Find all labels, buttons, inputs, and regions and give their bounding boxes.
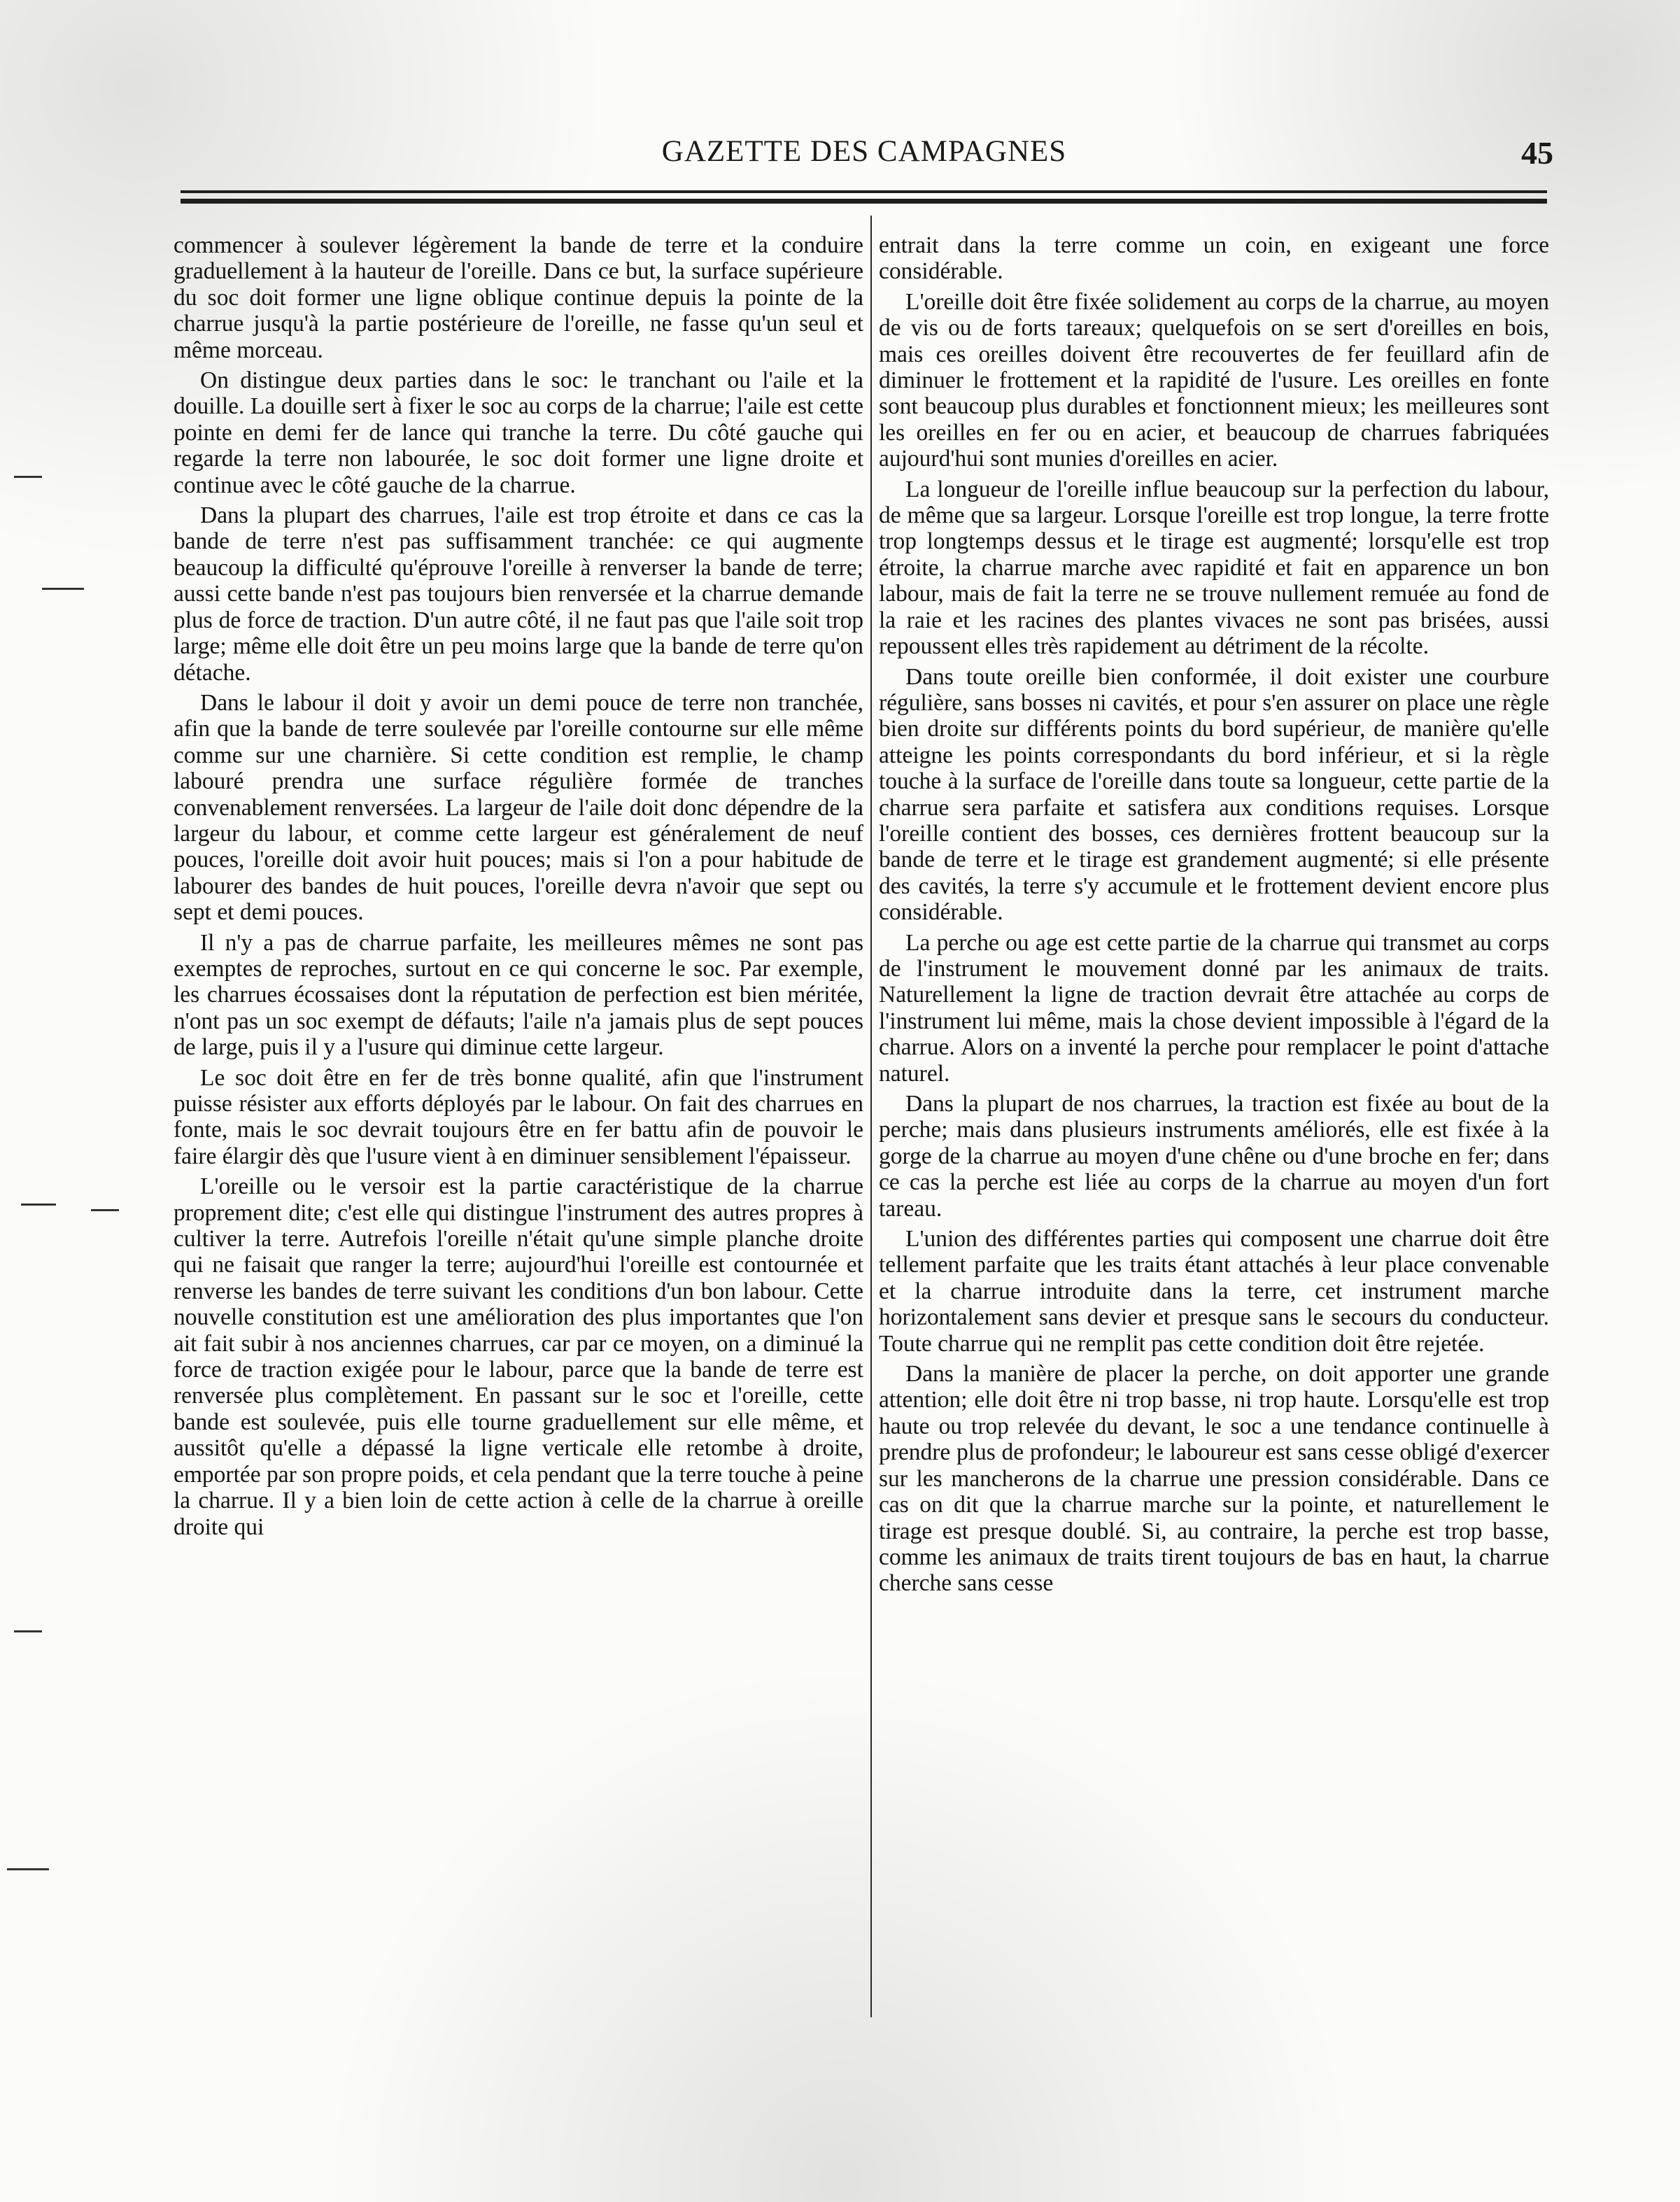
margin-mark (7, 1868, 49, 1870)
paragraph: Dans toute oreille bien conformée, il doit exister une courbure régulière, sans bosses ni cavités, et pour s'en assurer on place une règle bien droite sur différents points du bord supérieur, de manière qu'elle atteigne les points correspondants du bord inférieur, et si la règle touche à la surface de l'oreille dans toute sa longueur, cette partie de la charrue sera parfaite et satisfera aux conditions requises. Lorsque l'oreille contient des bosses, ces dernières frottent beaucoup sur la bande de terre et le tirage est grandement augmenté; si elle présente des cavités, la terre s'y accumule et le frottement devient encore plus considérable. (879, 663, 1549, 926)
header-rule-thin (181, 190, 1547, 193)
left-column (174, 232, 863, 2066)
paragraph: L'oreille ou le versoir est la partie caractéristique de la charrue proprement dite; c'est elle qui distingue l'instrument des autres propres à cultiver la terre. Autrefois l'oreille n'était qu'une simple planche droite qui ne faisait que ranger la terre; aujourd'hui l'oreille est contournée et renverse les bandes de terre suivant les conditions d'un bon labour. Cette nouvelle constitution est une amélioration des plus importantes que l'on ait fait subir à nos anciennes charrues, car par ce moyen, on a diminué la force de traction exigée pour le labour, parce que la bande de terre est renversée plus complètement. En passant sur le soc et l'oreille, cette bande est soulevée, puis elle tourne graduellement sur elle même, et aussitôt qu'elle a dépassé la ligne verticale elle retombe à droite, emportée par son propre poids, et cela pendant que la terre touche à peine la charrue. Il y a bien loin de cette action à celle de la charrue à oreille droite qui (174, 1173, 863, 1540)
margin-mark (91, 1209, 119, 1211)
paragraph: Dans la manière de placer la perche, on doit apporter une grande attention; elle doit être ni trop basse, ni trop haute. Lorsqu'elle est trop haute ou trop relevée du devant, le soc a une tendance continuelle à prendre plus de profondeur; le laboureur est sans cesse obligé d'exercer sur les mancherons de la charrue une pression considérable. Dans ce cas on dit que la charrue marche sur la pointe, et naturellement le tirage est presque doublé. Si, au contraire, la perche est trop basse, comme les animaux de traits tirent toujours de bas en haut, la charrue cherche sans cesse (879, 1361, 1549, 1597)
paragraph: L'oreille doit être fixée solidement au corps de la charrue, au moyen de vis ou de forts tareaux; quelquefois on se sert d'oreilles en bois, mais ces oreilles doivent être recouvertes de fer feuillard afin de diminuer le frottement et la rapidité de l'usure. Les oreilles en fonte sont beaucoup plus durables et fonctionnent mieux; les meilleures sont les oreilles en fer ou en acier, et beaucoup de charrues fabriquées aujourd'hui sont munies d'oreilles en acier. (879, 288, 1549, 472)
margin-mark (14, 1630, 42, 1632)
paragraph: On distingue deux parties dans le soc: le tranchant ou l'aile et la douille. La douille sert à fixer le soc au corps de la charrue; l'aile est cette pointe en demi fer de lance qui tranche la terre. Du côté gauche qui regarde la terre non labourée, le soc doit former une ligne droite et continue avec le côté gauche de la charrue. (174, 367, 863, 498)
paragraph: Dans la plupart des charrues, l'aile est trop étroite et dans ce cas la bande de terre n'est pas suffisamment tranchée: ce qui augmente beaucoup la difficulté qu'éprouve l'oreille à renverser la bande de terre; aussi cette bande n'est pas toujours bien renversée et la charrue demande plus de force de traction. D'un autre côté, il ne faut pas que l'aile soit trop large; même elle doit être un peu moins large que la bande de terre qu'on détache. (174, 502, 863, 686)
publication-title: GAZETTE DES CAMPAGNES (661, 135, 1067, 168)
page-number: 45 (1521, 135, 1553, 171)
page-header (175, 134, 1553, 176)
column-divider (870, 216, 872, 2017)
right-column (879, 232, 1549, 2066)
margin-mark (21, 1204, 56, 1206)
paragraph: Il n'y a pas de charrue parfaite, les meilleures mêmes ne sont pas exemptes de reproches, surtout en ce qui concerne le soc. Par exemple, les charrues écossaises dont la réputation de perfection est bien méritée, n'ont pas un soc exempt de défauts; l'aile n'a jamais plus de sept pouces de large, puis il y a l'usure qui diminue cette largeur. (174, 929, 863, 1061)
paragraph: L'union des différentes parties qui composent une charrue doit être tellement parfaite que les traits étant attachés à leur place convenable et la charrue introduite dans la terre, cet instrument marche horizontalement sans devier et presque sans le secours du conducteur. Toute charrue qui ne remplit pas cette condition doit être rejetée. (879, 1226, 1549, 1357)
margin-mark (14, 476, 42, 478)
margin-mark (42, 588, 84, 590)
paragraph: Dans la plupart de nos charrues, la traction est fixée au bout de la perche; mais dans plusieurs instruments améliorés, elle est fixée à la gorge de la charrue au moyen d'une chêne ou d'une broche en fer; dans ce cas la perche est liée au corps de la charrue au moyen d'un fort tareau. (879, 1091, 1549, 1222)
header-rule-thick (181, 199, 1547, 204)
paragraph: Le soc doit être en fer de très bonne qualité, afin que l'instrument puisse résister aux efforts déployés par le labour. On fait des charrues en fonte, mais le soc devrait toujours être en fer battu afin de pouvoir le faire élargir dès que l'usure vient à en diminuer sensiblement l'épaisseur. (174, 1064, 863, 1169)
left-margin-marks (0, 0, 168, 2202)
paragraph: La longueur de l'oreille influe beaucoup sur la perfection du labour, de même que sa largeur. Lorsque l'oreille est trop longue, la terre frotte trop longtemps dessus et le tirage est augmenté; lorsqu'elle est trop étroite, la charrue marche avec rapidité et fait en apparence un bon labour, mais de fait la terre ne se trouve nullement remuée au fond de la raie et les racines des plantes vivaces ne sont pas brisées, aussi repoussent elles très rapidement au détriment de la récolte. (879, 476, 1549, 660)
paragraph: Dans le labour il doit y avoir un demi pouce de terre non tranchée, afin que la bande de terre soulevée par l'oreille contourne sur elle même comme sur une charnière. Si cette condition est remplie, le champ labouré prendra une surface régulière formée de tranches convenablement renversées. La largeur de l'aile doit donc dépendre de la largeur du labour, et comme cette largeur est généralement de neuf pouces, l'oreille doit avoir huit pouces; mais si l'on a pour habitude de labourer des bandes de huit pouces, l'oreille devra n'avoir que sept ou sept et demi pouces. (174, 689, 863, 926)
paragraph: entrait dans la terre comme un coin, en exigeant une force considérable. (879, 232, 1549, 285)
paragraph: La perche ou age est cette partie de la charrue qui transmet au corps de l'instrument le mouvement donné par les animaux de traits. Naturellement la ligne de traction devrait être attachée au corps de l'instrument lui même, mais la chose devient impossible à l'égard de la charrue. Alors on a inventé la perche pour remplacer le point d'attache naturel. (879, 929, 1549, 1087)
paragraph: commencer à soulever légèrement la bande de terre et la conduire graduellement à la hauteur de l'oreille. Dans ce but, la surface supérieure du soc doit former une ligne oblique continue depuis la pointe de la charrue jusqu'à la partie postérieure de l'oreille, ne fasse qu'un seul et même morceau. (174, 232, 863, 363)
